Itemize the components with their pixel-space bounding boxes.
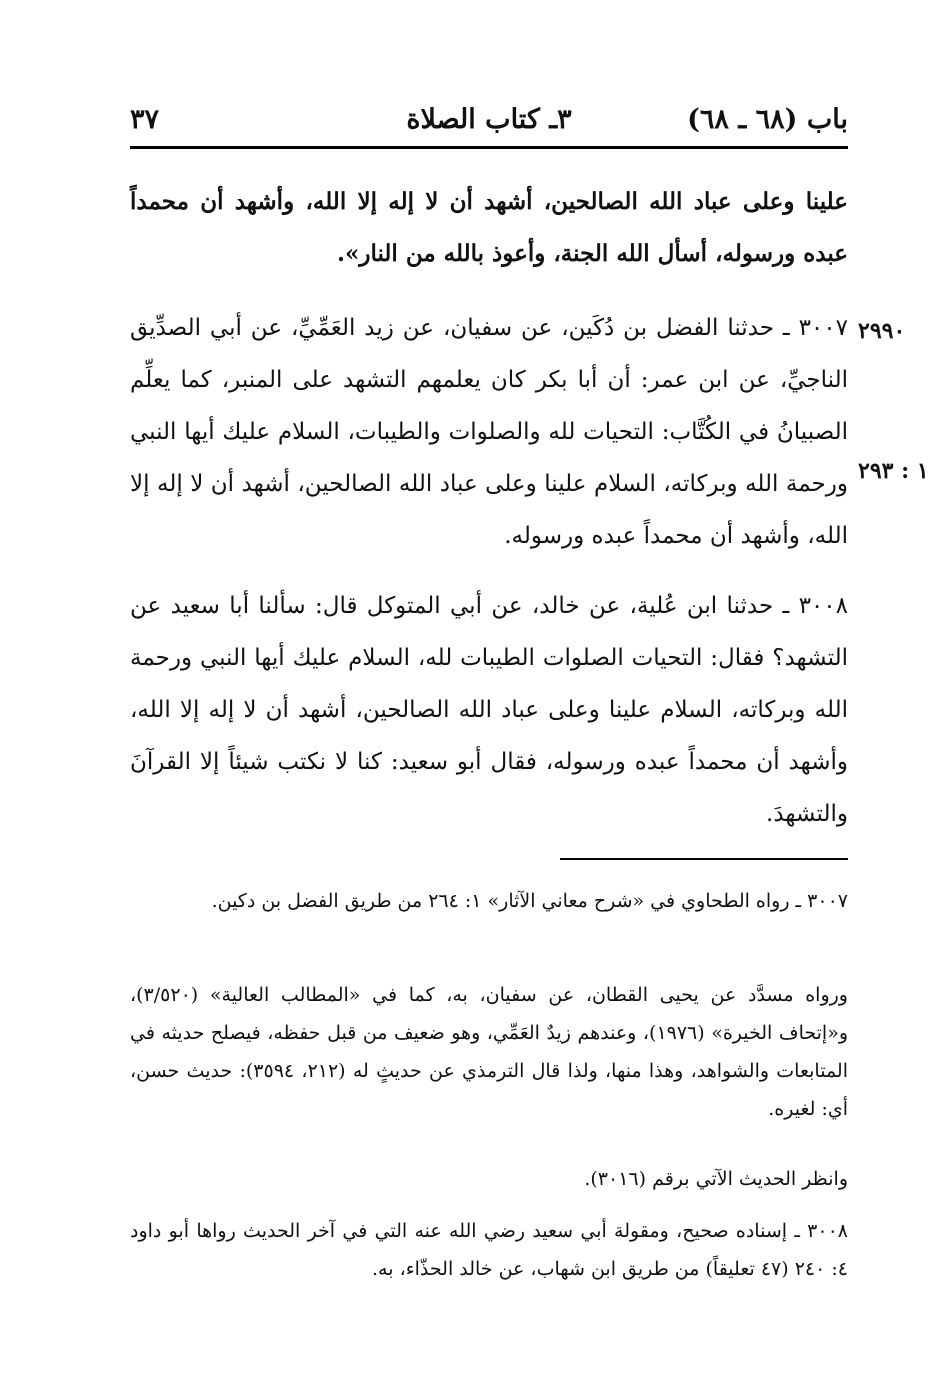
- margin-reference-2: ١ : ٢٩٣: [858, 458, 929, 484]
- footnote-divider: [560, 858, 848, 860]
- footnote-see-also: وانظر الحديث الآتي برقم (٣٠١٦).: [584, 1168, 848, 1190]
- header-divider: [130, 146, 848, 149]
- continued-hadith-text: علينا وعلى عباد الله الصالحين، أشهد أن لا إله إلا الله، وأشهد أن محمداً عبده ورسوله، أسأل الله الجنة، وأعوذ بالله من النار».: [130, 188, 848, 267]
- book-title: ٣ـ كتاب الصلاة: [406, 104, 572, 135]
- footnote-3007: ٣٠٠٧ ـ رواه الطحاوي في «شرح معاني الآثار» ١: ٢٦٤ من طريق الفضل بن دكين.: [211, 890, 848, 912]
- hadith-3007: ٣٠٠٧ ـ حدثنا الفضل بن دُكَين، عن سفيان، عن زيد العَمِّيِّ، عن أبي الصدِّيق الناجيِّ، عن ابن عمر: أن أبا بكر كان يعلمهم التشهد على المنبر، كما يعلِّم الصبيانُ في الكُتَّاب: التحيات لله والصلوات والطيبات، السلام عليك أيها النبي ورحمة الله وبركاته، السلام علينا وعلى عباد الله الصالحين، أشهد أن لا إله إلا الله، وأشهد أن محمداً عبده ورسوله.: [130, 315, 848, 549]
- hadith-3008: ٣٠٠٨ ـ حدثنا ابن عُلية، عن خالد، عن أبي المتوكل قال: سألنا أبا سعيد عن التشهد؟ فقال: التحيات الصلوات الطيبات لله، السلام عليك أيها النبي ورحمة الله وبركاته، السلام علينا وعلى عباد الله الصالحين، أشهد أن لا إله إلا الله، وأشهد أن محمداً عبده ورسوله، فقال أبو سعيد: كنا لا نكتب شيئاً إلا القرآنَ والتشهدَ.: [130, 593, 848, 827]
- margin-reference-1: ٢٩٩٠: [858, 318, 906, 344]
- page-header: [130, 100, 848, 148]
- footnote-3007-continued: ورواه مسدَّد عن يحيى القطان، عن سفيان، به، كما في «المطالب العالية» (٣/٥٢٠)، و«إتحاف الخيرة» (١٩٧٦)، وعندهم زيدٌ العَمِّي، وهو ضعيف من قبل حفظه، فيصلح حديثه في المتابعات والشواهد، وهذا منها، ولذا قال الترمذي عن حديثٍ له (٢١٢، ٣٥٩٤): حديث حسن، أي: لغيره.: [130, 984, 848, 1120]
- footnote-3008: ٣٠٠٨ ـ إسناده صحيح، ومقولة أبي سعيد رضي الله عنه التي في آخر الحديث رواها أبو داود ٤: ٢٤٠ (٤٧ تعليقاً) من طريق ابن شهاب، عن خالد الحذّاء، به.: [130, 1220, 848, 1280]
- page-number: ٣٧: [130, 104, 160, 135]
- chapter-range: باب (٦٨ ـ ٦٨): [687, 104, 848, 135]
